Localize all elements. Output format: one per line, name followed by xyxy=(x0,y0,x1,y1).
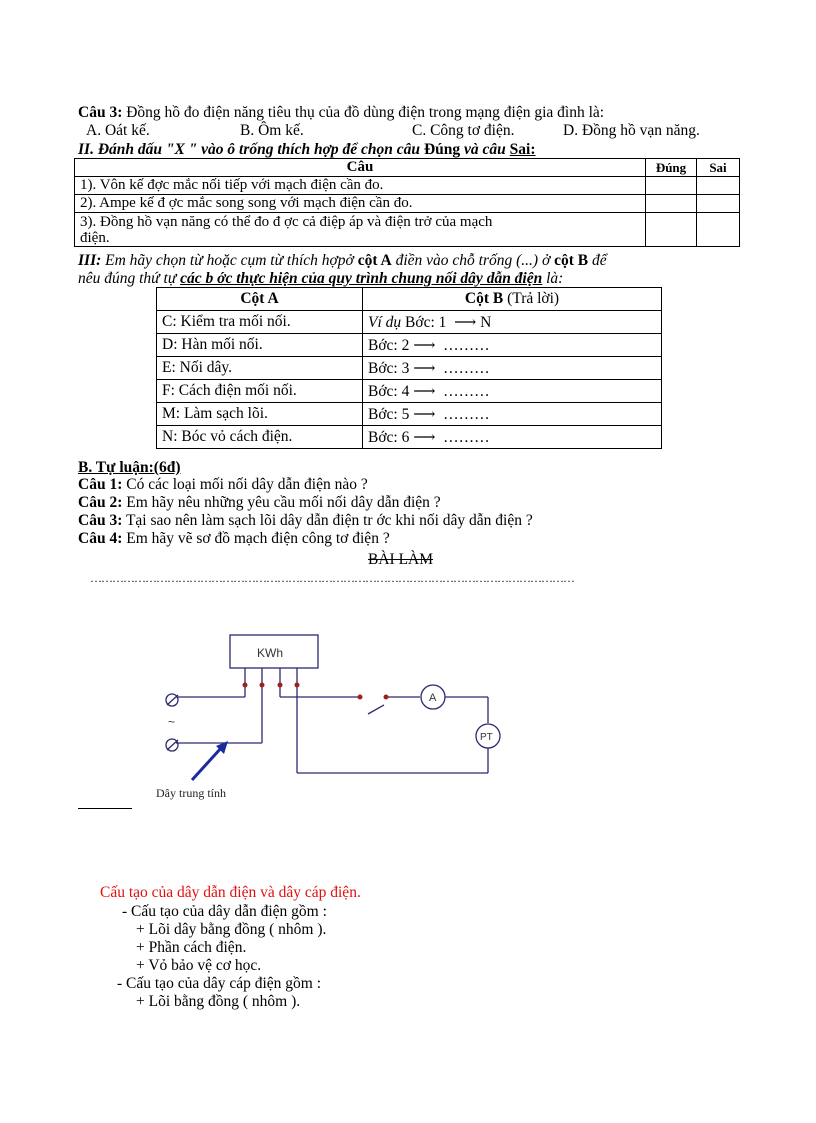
q3-line xyxy=(78,104,604,122)
q3-text: Đồng hồ đo điện năng tiêu thụ của đồ dùng điện trong mạng điện gia đình là: xyxy=(126,104,605,121)
notes-item-3: + Phần cách điện. xyxy=(136,939,247,956)
partb-q1-label: Câu 1: xyxy=(78,476,123,493)
partb-q2-label: Câu 2: xyxy=(78,494,123,511)
section3-text1: Em hãy chọn từ hoặc cụm từ thích hợpở xyxy=(101,252,358,269)
match-a-row-3: E: Nối dây. xyxy=(157,357,363,380)
section3-line2-pre: nêu đúng thứ tự xyxy=(78,270,181,287)
section3-line2 xyxy=(78,270,563,288)
match-b-step-5: Bớc: 5 xyxy=(368,405,410,423)
tf-header-true: Đúng xyxy=(646,159,697,177)
partb-title: B. Tự luận:(6đ) xyxy=(78,459,181,476)
match-b-row-3 xyxy=(363,357,662,380)
tf-row-3-line2: điện. xyxy=(80,229,110,246)
tf-row-3-line1: 3). Đồng hồ vạn năng có thể đo đ ợc cả điệp áp và điện trở của mạch xyxy=(80,213,493,230)
answer-dots: …………………………………………………………………………………………………………………… xyxy=(90,571,574,585)
partb-q3-text: Tại sao nên làm sạch lõi dây dẫn điện tr ớc khi nối dây dẫn điện ? xyxy=(122,512,533,529)
match-a-row-1: C: Kiểm tra mối nối. xyxy=(157,311,363,334)
arrow-icon: ⟶ xyxy=(413,428,436,446)
true-false-table xyxy=(74,158,740,247)
tf-row-1-true[interactable] xyxy=(646,177,697,195)
partb-q3 xyxy=(78,512,533,530)
match-b-row-2 xyxy=(363,334,662,357)
match-header-b-bold: Cột B xyxy=(464,290,504,307)
match-b-answer-2[interactable]: ……… xyxy=(443,336,490,354)
tf-row-2: 2). Ampe kế đ ợc mắc song song với mạch điện cần đo. xyxy=(75,195,646,213)
match-b-answer-5[interactable]: ……… xyxy=(443,405,490,423)
match-b-step-4: Bớc: 4 xyxy=(368,382,410,400)
section3-line2-bold: các b ớc thực hiện của quy trình chung nối dây dẫn điện xyxy=(180,270,543,287)
footnote-rule xyxy=(78,808,132,809)
tf-row-3-true[interactable] xyxy=(646,213,697,247)
match-header-a: Cột A xyxy=(157,288,363,311)
match-b-step-1: Bớc: 1 xyxy=(405,313,447,331)
arrow-icon: ⟶ xyxy=(413,382,436,400)
arrow-icon: ⟶ xyxy=(413,405,436,423)
section3-cot-b: cột B xyxy=(554,252,589,269)
match-b-step-2: Bớc: 2 xyxy=(368,336,410,354)
notes-item-5: - Cấu tạo của dây cáp điện gồm : xyxy=(117,975,322,992)
match-b-example: Ví dụ xyxy=(368,313,402,331)
match-b-row-6 xyxy=(363,426,662,449)
partb-q1-text: Có các loại mối nối dây dẫn điện nào ? xyxy=(122,476,368,493)
section2-title-sai: Sai: xyxy=(509,141,536,158)
partb-q2 xyxy=(78,494,441,512)
section3-text2: điền vào chỗ trống (...) ở xyxy=(391,252,555,269)
load-label: PT xyxy=(480,732,493,743)
section3-line1 xyxy=(78,252,607,270)
section3-line2-end: là: xyxy=(542,270,564,287)
tf-header-false: Sai xyxy=(697,159,740,177)
tf-header-question: Câu xyxy=(75,159,646,177)
match-b-row-1 xyxy=(363,311,662,334)
match-a-row-6: N: Bóc vỏ cách điện. xyxy=(157,426,363,449)
arrow-icon: ⟶ xyxy=(413,359,436,377)
match-b-step-6: Bớc: 6 xyxy=(368,428,410,446)
partb-q2-text: Em hãy nêu những yêu cầu mối nối dây dẫn điện ? xyxy=(122,494,441,511)
tf-row-1: 1). Vôn kế đợc mắc nối tiếp với mạch điện cần đo. xyxy=(75,177,646,195)
match-b-row-4 xyxy=(363,380,662,403)
q3-option-b: B. Ôm kế. xyxy=(240,122,304,139)
meter-circuit-diagram xyxy=(150,625,510,810)
match-header-b xyxy=(363,288,662,311)
section2-title-dung: Đúng xyxy=(423,141,461,158)
match-a-row-5: M: Làm sạch lõi. xyxy=(157,403,363,426)
notes-item-4: + Vỏ bảo vệ cơ học. xyxy=(136,957,262,974)
section2-title-pre: II. Đánh dấu "X " vào ô trống thích hợp để chọn câu xyxy=(78,141,424,158)
arrow-icon: ⟶ xyxy=(450,313,477,331)
match-b-step-3: Bớc: 3 xyxy=(368,359,410,377)
notes-item-1: - Cấu tạo của dây dẫn điện gồm : xyxy=(122,903,327,920)
match-header-b-rest: (Trả lời) xyxy=(503,290,560,307)
match-b-row-5 xyxy=(363,403,662,426)
match-b-answer-3[interactable]: ……… xyxy=(443,359,490,377)
section2-title-mid: và câu xyxy=(460,141,510,158)
partb-q4-text: Em hãy vẽ sơ đồ mạch điện công tơ điện ? xyxy=(122,530,390,547)
section3-label: III: xyxy=(78,252,102,269)
section3-cot-a: cột A xyxy=(357,252,392,269)
notes-item-6: + Lõi bằng đồng ( nhôm ). xyxy=(136,993,301,1010)
match-b-answer-1: N xyxy=(480,313,492,331)
q3-option-a: A. Oát kế. xyxy=(86,122,150,139)
section3-text3: để xyxy=(588,252,607,269)
arrow-icon: ⟶ xyxy=(413,336,436,354)
match-b-answer-6[interactable]: ……… xyxy=(443,428,490,446)
section2-title xyxy=(78,141,535,159)
tf-row-3 xyxy=(75,213,646,247)
ammeter-label: A xyxy=(429,692,437,704)
match-b-answer-4[interactable]: ……… xyxy=(443,382,490,400)
notes-heading: Cấu tạo của dây dẫn điện và dây cáp điện. xyxy=(100,884,361,901)
match-a-row-2: D: Hàn mối nối. xyxy=(157,334,363,357)
kwh-label: KWh xyxy=(257,646,284,660)
tf-row-1-false[interactable] xyxy=(697,177,740,195)
matching-table xyxy=(156,287,662,449)
partb-q4-label: Câu 4: xyxy=(78,530,123,547)
neutral-label: Dây trung tính xyxy=(156,786,226,800)
tf-row-3-false[interactable] xyxy=(697,213,740,247)
tf-row-2-false[interactable] xyxy=(697,195,740,213)
partb-q4 xyxy=(78,530,390,548)
ac-symbol: ~ xyxy=(168,715,176,729)
match-a-row-4: F: Cách điện mối nối. xyxy=(157,380,363,403)
answer-title: BÀI LÀM xyxy=(368,551,434,568)
q3-option-c: C. Công tơ điện. xyxy=(412,122,515,139)
q3-option-d: D. Đồng hồ vạn năng. xyxy=(563,122,700,139)
q3-label: Câu 3: xyxy=(78,104,123,121)
partb-q1 xyxy=(78,476,368,494)
partb-q3-label: Câu 3: xyxy=(78,512,123,529)
notes-item-2: + Lõi dây bằng đồng ( nhôm ). xyxy=(136,921,327,938)
tf-row-2-true[interactable] xyxy=(646,195,697,213)
